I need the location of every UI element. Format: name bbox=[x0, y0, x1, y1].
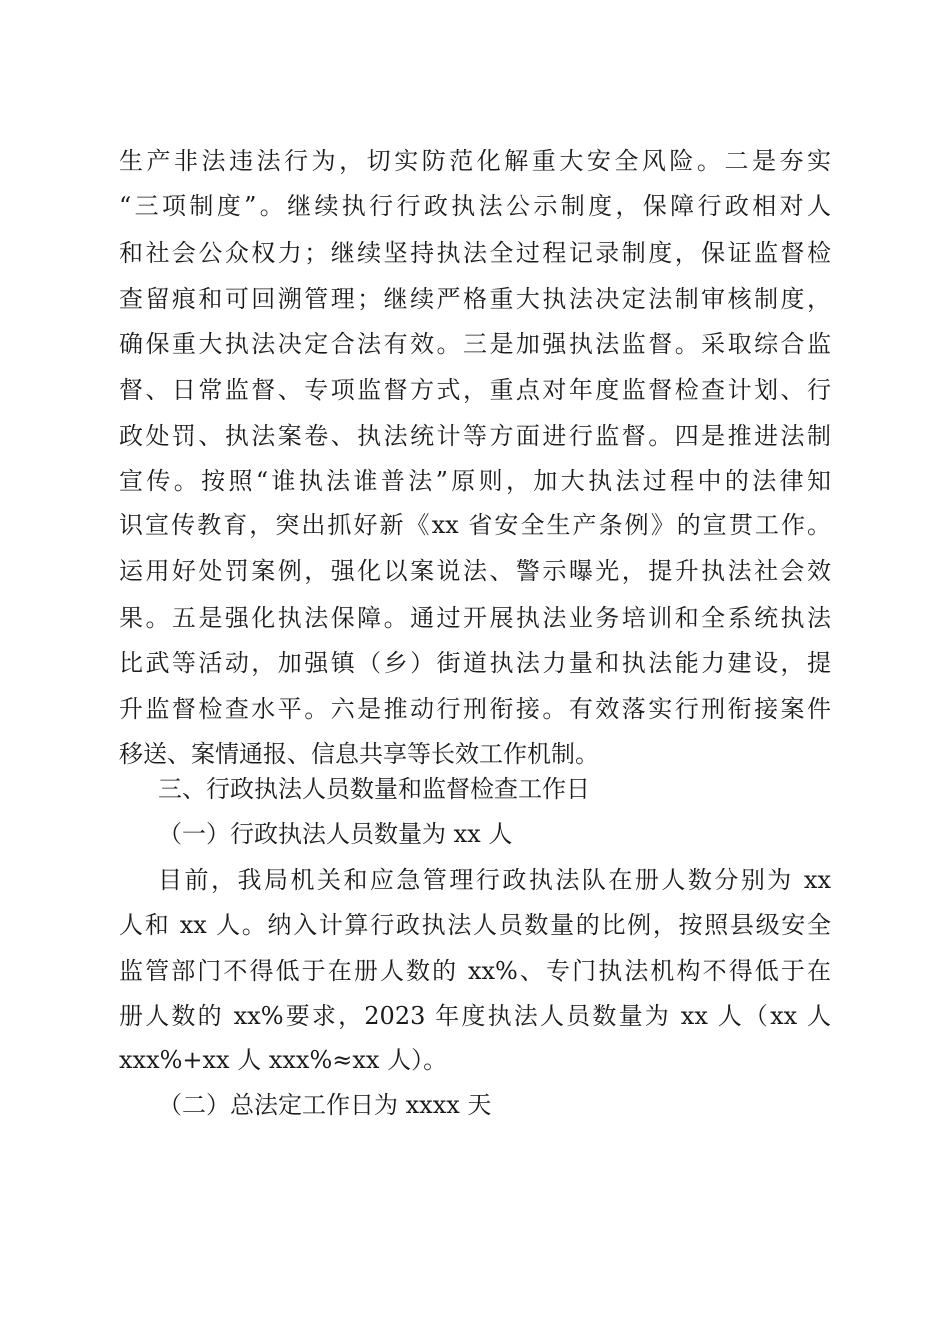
paragraph-line: 和社会公众权力；继续坚持执法全过程记录制度，保证监督检 bbox=[119, 239, 831, 267]
paragraph-line: 果。五是强化执法保障。通过开展执法业务培训和全系统执法 bbox=[119, 604, 831, 632]
paragraph-line: 识宣传教育，突出抓好新《xx 省安全生产条例》的宣贯工作。 bbox=[119, 511, 831, 539]
paragraph-line: 人和 xx 人。纳入计算行政执法人员数量的比例，按照县级安全 bbox=[119, 911, 831, 939]
paragraph-line: 移送、案情通报、信息共享等长效工作机制。 bbox=[119, 740, 599, 768]
section-heading: 三、行政执法人员数量和监督检查工作日 bbox=[158, 775, 590, 803]
paragraph-line: 监管部门不得低于在册人数的 xx%、专门执法机构不得低于在 bbox=[119, 957, 831, 985]
paragraph-line: 宣传。按照“谁执法谁普法”原则，加大执法过程中的法律知 bbox=[119, 467, 831, 495]
paragraph-line: 督、日常监督、专项监督方式，重点对年度监督检查计划、行 bbox=[119, 376, 831, 404]
paragraph-line: xxx%+xx 人 xxx%≈xx 人）。 bbox=[119, 1046, 448, 1074]
paragraph-line: 政处罚、执法案卷、执法统计等方面进行监督。四是推进法制 bbox=[119, 422, 831, 450]
paragraph-line: “三项制度”。继续执行行政执法公示制度，保障行政相对人 bbox=[119, 192, 831, 220]
paragraph-line: 升监督检查水平。六是推动行刑衔接。有效落实行刑衔接案件 bbox=[119, 695, 831, 723]
paragraph-line: 运用好处罚案例，强化以案说法、警示曝光，提升执法社会效 bbox=[119, 557, 831, 585]
subsection-heading: （一）行政执法人员数量为 xx 人 bbox=[158, 820, 513, 848]
subsection-heading: （二）总法定工作日为 xxxx 天 bbox=[158, 1091, 492, 1119]
paragraph-line: 比武等活动，加强镇（乡）街道执法力量和执法能力建设，提 bbox=[119, 649, 831, 677]
paragraph-line: 生产非法违法行为，切实防范化解重大安全风险。二是夯实 bbox=[119, 147, 831, 175]
paragraph-line: 目前，我局机关和应急管理行政执法队在册人数分别为 xx bbox=[158, 866, 831, 894]
paragraph-line: 册人数的 xx%要求，2023 年度执法人员数量为 xx 人（xx 人 bbox=[119, 1002, 831, 1030]
paragraph-line: 确保重大执法决定合法有效。三是加强执法监督。采取综合监 bbox=[119, 330, 831, 358]
paragraph-line: 查留痕和可回溯管理；继续严格重大执法决定法制审核制度， bbox=[119, 285, 831, 313]
